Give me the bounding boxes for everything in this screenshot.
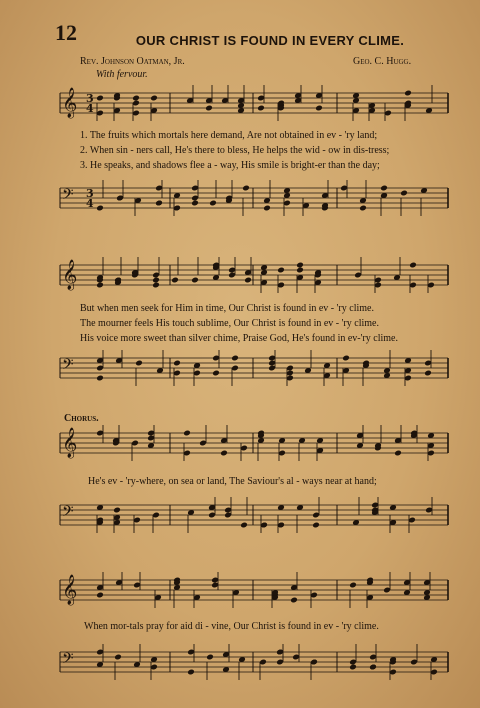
note-head [244, 277, 252, 284]
verse-2-line-1: 2. When sin - ners call, He's there to bless, He helps the wid - ow in dis-tress; [80, 145, 390, 156]
chorus-label: Chorus. [64, 413, 99, 424]
note-head [96, 592, 104, 599]
note-head [257, 105, 265, 112]
note-head [212, 370, 220, 377]
treble-clef-icon: 𝄞 [62, 260, 78, 290]
time-signature-top: 3 [86, 92, 94, 105]
note-head [315, 105, 323, 112]
author-credit: Rev. Johnson Oatman, Jr. [80, 56, 185, 67]
tempo-marking: With fervour. [96, 69, 148, 80]
note-head [152, 277, 160, 284]
note-head [277, 267, 285, 274]
verse-2-line-2: The mourner feels His touch sublime, Our Christ is found in ev - 'ry clime. [80, 318, 379, 329]
note-head [349, 664, 357, 671]
note-head [187, 669, 195, 676]
treble-clef-icon: 𝄞 [62, 88, 78, 118]
note-head [263, 205, 271, 212]
note-head [220, 450, 228, 457]
note-head [342, 355, 350, 362]
verse-1-line-1: 1. The fruits which mortals here demand, Are not obtained in ev - 'ry land; [80, 130, 378, 141]
note-head [394, 450, 402, 457]
note-head [231, 355, 239, 362]
time-signature-bottom: 4 [86, 102, 94, 115]
note-head [240, 522, 248, 529]
note-head [359, 205, 367, 212]
hymn-title: OUR CHRIST IS FOUND IN EVERY CLIME. [135, 33, 405, 48]
verse-1-line-2: But when men seek for Him in time, Our Christ is found in ev - 'ry clime. [80, 303, 374, 314]
chorus-line-1: He's ev - 'ry-where, on sea or land, The Saviour's al - ways near at hand; [88, 476, 377, 487]
note-head [424, 370, 432, 377]
note-head [155, 200, 163, 207]
verse-3-line-1: 3. He speaks, and shadows flee a - way, His smile is bright-er than the day; [80, 160, 380, 171]
note-head [132, 95, 140, 102]
note-head [96, 205, 104, 212]
bass-clef-icon: 𝄢 [62, 186, 74, 207]
note-head [209, 200, 217, 207]
chorus-line-2: When mor-tals pray for aid di - vine, Our Christ is found in ev - 'ry clime. [84, 621, 379, 632]
note-head [404, 90, 412, 97]
treble-clef-icon: 𝄞 [62, 575, 78, 605]
note-head [114, 654, 122, 661]
note-head [96, 375, 104, 382]
note-head [191, 200, 199, 207]
note-head [113, 507, 121, 514]
note-head [349, 582, 357, 589]
note-head [400, 190, 408, 197]
verse-3-line-2: His voice more sweet than silver chime, Praise God, He's found in ev-'ry clime. [80, 333, 398, 344]
note-head [173, 360, 181, 367]
note-head [242, 185, 250, 192]
page-number: 12 [55, 20, 77, 45]
bass-clef-icon: 𝄢 [62, 503, 74, 524]
treble-clef-icon: 𝄞 [62, 428, 78, 458]
note-head [290, 597, 298, 604]
note-head [171, 277, 179, 284]
note-head [191, 277, 199, 284]
note-head [135, 360, 143, 367]
note-head [296, 267, 304, 274]
note-head [206, 654, 214, 661]
note-head [152, 282, 160, 289]
note-head [150, 95, 158, 102]
composer-credit: Geo. C. Hugg. [353, 56, 412, 67]
note-head [205, 105, 213, 112]
note-head [96, 95, 104, 102]
note-head [312, 522, 320, 529]
note-head [369, 664, 377, 671]
bass-clef-icon: 𝄢 [62, 356, 74, 377]
note-head [409, 262, 417, 269]
note-head [96, 282, 104, 289]
note-head [380, 185, 388, 192]
note-head [183, 430, 191, 437]
time-signature-top: 3 [86, 187, 94, 200]
bass-clef-icon: 𝄢 [62, 650, 74, 671]
time-signature-bottom: 4 [86, 197, 94, 210]
note-head [296, 262, 304, 269]
